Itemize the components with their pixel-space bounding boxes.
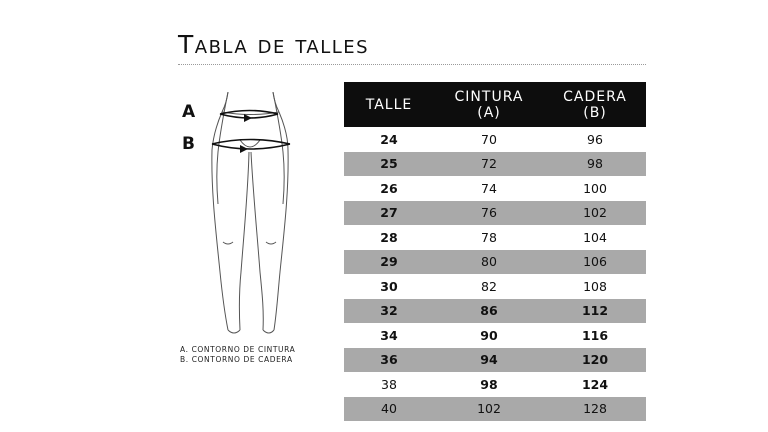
table-header <box>344 82 646 127</box>
cell-cadera: 96 <box>587 131 603 147</box>
table-row <box>344 274 646 299</box>
cell-cadera: 120 <box>581 352 609 368</box>
cell-cadera: 102 <box>583 205 607 221</box>
page-title: Tabla de talles <box>178 30 370 59</box>
table-row <box>344 397 646 422</box>
cell-talle: 36 <box>380 352 398 368</box>
table-row <box>344 152 646 177</box>
table-row <box>344 323 646 348</box>
measurement-figure <box>178 92 328 342</box>
cell-cadera: 124 <box>581 376 609 392</box>
header-cadera-code: (B) <box>583 104 607 121</box>
cell-talle: 26 <box>380 180 398 196</box>
header-cintura-code: (A) <box>477 104 501 121</box>
header-talle: TALLE <box>365 96 413 113</box>
table-row <box>344 176 646 201</box>
table-row <box>344 299 646 324</box>
table-row <box>344 225 646 250</box>
header-cadera <box>544 89 646 121</box>
legend-hip: B. CONTORNO DE CADERA <box>180 355 293 364</box>
legend-waist: A. CONTORNO DE CINTURA <box>180 345 296 354</box>
table-row <box>344 250 646 275</box>
cell-cintura: 74 <box>481 180 497 196</box>
cell-talle: 40 <box>381 401 397 417</box>
cell-cintura: 82 <box>481 278 497 294</box>
cell-cintura: 102 <box>477 401 501 417</box>
table-row <box>344 201 646 226</box>
header-cintura <box>434 89 544 121</box>
table-row <box>344 127 646 152</box>
cell-talle: 34 <box>380 327 398 343</box>
size-table <box>344 82 646 421</box>
cell-cadera: 112 <box>581 303 609 319</box>
table-row <box>344 348 646 373</box>
header-cadera-label: CADERA <box>563 88 627 105</box>
cell-cintura: 94 <box>480 352 498 368</box>
measurement-legend <box>180 345 295 365</box>
header-cintura-label: CINTURA <box>454 88 524 105</box>
cell-talle: 38 <box>381 376 397 392</box>
cell-cintura: 76 <box>481 205 497 221</box>
cell-cadera: 128 <box>583 401 607 417</box>
trousers-figure-icon <box>178 92 328 342</box>
cell-talle: 28 <box>380 229 398 245</box>
title-divider <box>178 64 646 65</box>
cell-talle: 25 <box>380 156 398 172</box>
cell-cintura: 86 <box>480 303 498 319</box>
cell-talle: 29 <box>380 254 398 270</box>
cell-cadera: 116 <box>581 327 609 343</box>
cell-cintura: 72 <box>481 156 497 172</box>
cell-cadera: 104 <box>583 229 607 245</box>
cell-talle: 24 <box>380 131 398 147</box>
cell-cintura: 80 <box>481 254 497 270</box>
table-row <box>344 372 646 397</box>
cell-cintura: 78 <box>481 229 497 245</box>
label-b: B <box>182 134 195 154</box>
cell-cadera: 106 <box>583 254 607 270</box>
cell-cadera: 108 <box>583 278 607 294</box>
cell-cadera: 98 <box>587 156 603 172</box>
cell-talle: 32 <box>380 303 398 319</box>
label-a: A <box>182 102 196 122</box>
cell-talle: 27 <box>380 205 398 221</box>
cell-cadera: 100 <box>583 180 607 196</box>
cell-cintura: 98 <box>480 376 498 392</box>
cell-cintura: 70 <box>481 131 497 147</box>
cell-cintura: 90 <box>480 327 498 343</box>
cell-talle: 30 <box>380 278 398 294</box>
